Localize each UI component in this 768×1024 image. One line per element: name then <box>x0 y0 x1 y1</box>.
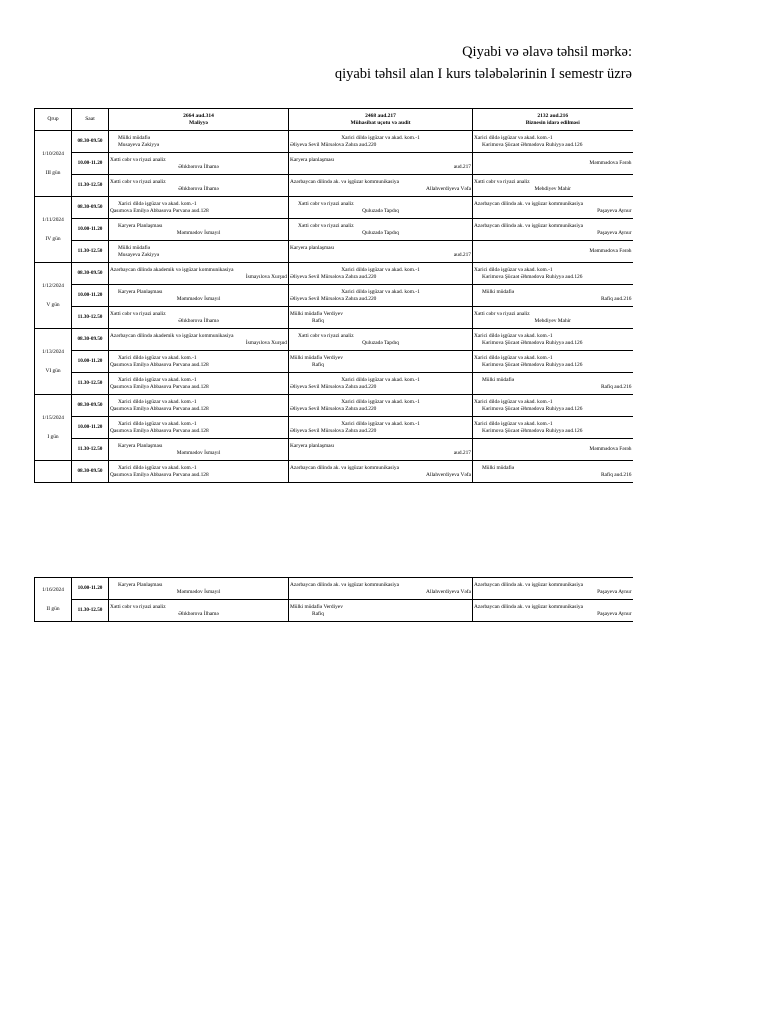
subject-text: Xarici dildə işgüzar və akad. kom.-1 <box>474 266 553 273</box>
teacher-text: Əliyeva Sevil Mürsəlova Zəhra aud.220 <box>290 427 377 434</box>
teacher-text: Musayeva Zəkiyyə <box>118 141 160 148</box>
subject-text: Azərbaycan dilində akademik və işgüzar kommunikasiya <box>110 266 234 273</box>
weekday-text: IV gün <box>45 235 61 242</box>
subject-text: Xətti cəbr və riyazi analiz <box>298 200 354 207</box>
lesson-cell <box>473 461 633 483</box>
lesson-row <box>35 395 633 417</box>
subject-text: Mülki müdafiə <box>482 464 515 471</box>
subject-text: Azərbaycan dilində akademik və işgüzar kommunikasiya <box>110 332 234 339</box>
lesson-cell <box>289 175 473 197</box>
group-specialty: Mühasibat uçotu və audit <box>350 119 411 126</box>
teacher-text: Kərimova Şücaət Əhmədova Ruhiyyə aud.126 <box>482 273 583 280</box>
group-specialty: Biznesin idarə edilməsi <box>525 119 580 126</box>
teacher-text: İsmayılova Xurşud <box>245 273 287 280</box>
day-cell <box>35 197 72 263</box>
lesson-cell <box>473 197 633 219</box>
group-code: 2664 aud.314 <box>183 112 214 119</box>
day-cell <box>35 578 72 622</box>
subject-text: Xətti cəbr və riyazi analiz <box>474 310 530 317</box>
subject-text: Karyera Planlaşması <box>118 288 163 295</box>
subject-text: Xarici dildə işgüzar və akad. kom.-1 <box>118 464 197 471</box>
time-cell: 11.30-12.50 <box>72 600 109 622</box>
subject-text: Xətti cəbr və riyazi analiz <box>298 222 354 229</box>
lesson-row <box>35 219 633 241</box>
teacher-text: Kərimova Şücaət Əhmədova Ruhiyyə aud.126 <box>482 141 583 148</box>
day-cell <box>35 131 72 197</box>
lesson-cell <box>109 439 289 461</box>
header-row <box>35 109 633 131</box>
lesson-cell <box>289 285 473 307</box>
time-cell: 08.30-09.50 <box>72 461 109 483</box>
subject-text: Xarici dildə işgüzar və akad. kom.-1 <box>341 266 420 273</box>
subject-text: Xarici dildə işgüzar və akad. kom.-1 <box>118 398 197 405</box>
teacher-text: Allahverdiyeva Vəfa <box>426 185 471 192</box>
subject-text: Mülki müdafiə <box>482 288 515 295</box>
lesson-cell <box>473 373 633 395</box>
teacher-text: Məmmədov İsmayıl <box>176 295 221 302</box>
lesson-cell <box>473 285 633 307</box>
lesson-row <box>35 600 633 622</box>
teacher-text: Kərimova Şücaət Əhmədova Ruhiyyə aud.126 <box>482 339 583 346</box>
lesson-cell <box>109 307 289 329</box>
subject-text: Mülki müdafiə <box>118 244 151 251</box>
subject-text: Azərbaycan dilində ak. və işgüzar kommunikasiya <box>474 200 583 207</box>
lesson-row <box>35 175 633 197</box>
subject-text: Azərbaycan dilində ak. və işgüzar kommunikasiya <box>290 464 399 471</box>
teacher-text: Paşayeva Aynur <box>597 588 632 595</box>
document-subtitle: qiyabi təhsil alan I kurs tələbələrinin I semestr üzrə <box>334 66 632 82</box>
time-cell: 08.30-09.50 <box>72 395 109 417</box>
subject-text: Xətti cəbr və riyazi analiz <box>298 332 354 339</box>
subject-text: Xarici dildə işgüzar və akad. kom.-1 <box>341 398 420 405</box>
subject-text: Mülki müdafiə <box>482 376 515 383</box>
time-header: Saat <box>72 109 109 131</box>
teacher-text: aud.217 <box>453 251 471 258</box>
lesson-cell <box>289 373 473 395</box>
lesson-row <box>35 241 633 263</box>
teacher-text: Paşayeva Aynur <box>597 229 632 236</box>
time-cell: 08.30-09.50 <box>72 329 109 351</box>
weekday-text: VI gün <box>45 367 61 374</box>
time-cell: 08.30-09.50 <box>72 263 109 285</box>
subject-text: Məmmədova Fərəh <box>589 446 632 453</box>
lesson-cell <box>473 578 633 600</box>
lesson-cell <box>473 439 633 461</box>
teacher-text: Məmmədov İsmayıl <box>176 588 221 595</box>
lesson-cell <box>109 417 289 439</box>
date-text: 1/13/2024 <box>42 348 64 355</box>
teacher-text: Mehdiyev Mahir <box>534 317 571 324</box>
lesson-cell <box>109 263 289 285</box>
lesson-cell <box>473 131 633 153</box>
lesson-row <box>35 373 633 395</box>
lesson-row <box>35 307 633 329</box>
subject-text: Xarici dildə işgüzar və akad. kom.-1 <box>118 354 197 361</box>
lesson-cell <box>473 395 633 417</box>
lesson-cell <box>473 329 633 351</box>
teacher-text: Rafiq aud.216 <box>600 295 632 302</box>
teacher-text: Musayeva Zəkiyyə <box>118 251 160 258</box>
teacher-text: Qasımova Emilyə Abbasova Pərvanə aud.128 <box>110 207 209 214</box>
lesson-cell <box>109 578 289 600</box>
teacher-text: Əliyeva Sevil Mürsəlova Zəhra aud.220 <box>290 295 377 302</box>
teacher-text: Quluzadə Tapdıq <box>362 339 399 346</box>
lesson-cell <box>109 197 289 219</box>
day-cell <box>35 395 72 461</box>
date-text: 1/12/2024 <box>42 282 64 289</box>
lesson-row <box>35 417 633 439</box>
subject-text: Karyera Planlaşması <box>118 581 163 588</box>
lesson-cell <box>289 219 473 241</box>
lesson-cell <box>473 263 633 285</box>
lesson-cell <box>289 263 473 285</box>
subject-text: Xarici dildə işgüzar və akad. kom.-1 <box>474 332 553 339</box>
subject-text: Azərbaycan dilində ak. və işgüzar kommunikasiya <box>290 178 399 185</box>
teacher-text: aud.217 <box>453 163 471 170</box>
lesson-cell <box>473 175 633 197</box>
lesson-cell <box>109 219 289 241</box>
lesson-cell <box>289 417 473 439</box>
subject-text: Azərbaycan dilində ak. və işgüzar kommunikasiya <box>290 581 399 588</box>
teacher-text: Rafiq <box>312 317 324 324</box>
weekday-text: V gün <box>46 301 60 308</box>
lesson-cell <box>473 241 633 263</box>
lesson-row <box>35 197 633 219</box>
group-2664-header <box>109 109 289 131</box>
time-cell: 11.30-12.50 <box>72 373 109 395</box>
subject-text: Xətti cəbr və riyazi analiz <box>110 178 166 185</box>
lesson-cell <box>473 307 633 329</box>
subject-text: Xarici dildə işgüzar və akad. kom.-1 <box>341 134 420 141</box>
teacher-text: Rafiq aud.216 <box>600 471 632 478</box>
lesson-cell <box>289 153 473 175</box>
lesson-cell <box>289 197 473 219</box>
teacher-text: Quluzadə Tapdıq <box>362 207 399 214</box>
date-text: 1/15/2024 <box>42 414 64 421</box>
teacher-text: İsmayılova Xurşud <box>245 339 287 346</box>
teacher-text: Əlıkbərova İlhamə <box>178 163 219 170</box>
time-cell: 11.30-12.50 <box>72 439 109 461</box>
lesson-row <box>35 263 633 285</box>
subject-text: Karyera Planlaşması <box>118 222 163 229</box>
lesson-cell <box>109 241 289 263</box>
subject-text: Azərbaycan dilində ak. və işgüzar kommunikasiya <box>474 603 583 610</box>
teacher-text: Əlıkbərova İlhamə <box>178 185 219 192</box>
teacher-text: Kərimova Şücaət Əhmədova Ruhiyyə aud.126 <box>482 427 583 434</box>
teacher-text: Paşayeva Aynur <box>597 207 632 214</box>
lesson-row <box>35 439 633 461</box>
subject-text: Məmmədova Fərəh <box>589 248 632 255</box>
subject-text: Xarici dildə işgüzar və akad. kom.-1 <box>474 354 553 361</box>
subject-text: Xətti cəbr və riyazi analiz <box>110 310 166 317</box>
teacher-text: Əliyeva Sevil Mürsəlova Zəhra aud.220 <box>290 405 377 412</box>
weekday-text: II gün <box>46 605 60 612</box>
lesson-cell <box>289 395 473 417</box>
teacher-text: Kərimova Şücaət Əhmədova Ruhiyyə aud.126 <box>482 361 583 368</box>
subject-text: Xətti cəbr və riyazi analiz <box>110 603 166 610</box>
lesson-cell <box>109 351 289 373</box>
subject-text: Xarici dildə işgüzar və akad. kom.-1 <box>341 376 420 383</box>
teacher-text: aud.217 <box>453 449 471 456</box>
time-cell: 10.00-11.20 <box>72 351 109 373</box>
subject-text: Xarici dildə işgüzar və akad. kom.-1 <box>474 420 553 427</box>
teacher-text: Əliyeva Sevil Mürsəlova Zəhra aud.220 <box>290 383 377 390</box>
group-code: 2468 aud.217 <box>365 112 396 119</box>
subject-text: Mülki müdafiə <box>118 134 151 141</box>
teacher-text: Qasımova Emilyə Abbasova Pərvanə aud.128 <box>110 427 209 434</box>
date-text: 1/10/2024 <box>42 150 64 157</box>
lesson-cell <box>109 395 289 417</box>
subject-text: Xətti cəbr və riyazi analiz <box>474 178 530 185</box>
lesson-cell <box>289 351 473 373</box>
subject-text: Xarici dildə işgüzar və akad. kom.-1 <box>118 200 197 207</box>
lesson-cell <box>109 329 289 351</box>
subject-text: Karyera planlaşması <box>290 244 335 251</box>
document-title: Qiyabi və əlavə təhsil mərkə: <box>462 44 632 60</box>
schedule-table-continued <box>34 577 633 622</box>
time-cell: 10.00-11.20 <box>72 417 109 439</box>
day-cell <box>35 461 72 483</box>
subject-text: Xarici dildə işgüzar və akad. kom.-1 <box>341 288 420 295</box>
teacher-text: Qasımova Emilyə Abbasova Pərvanə aud.128 <box>110 383 209 390</box>
lesson-cell <box>289 600 473 622</box>
lesson-cell <box>109 373 289 395</box>
lesson-row <box>35 351 633 373</box>
lesson-cell <box>109 131 289 153</box>
lesson-row <box>35 578 633 600</box>
teacher-text: Məmmədov İsmayıl <box>176 229 221 236</box>
time-cell: 11.30-12.50 <box>72 307 109 329</box>
time-cell: 11.30-12.50 <box>72 241 109 263</box>
lesson-cell <box>289 461 473 483</box>
subject-text: Azərbaycan dilində ak. və işgüzar kommunikasiya <box>474 581 583 588</box>
time-cell: 10.00-11.20 <box>72 219 109 241</box>
weekday-text: I gün <box>47 433 59 440</box>
teacher-text: Quluzadə Tapdıq <box>362 229 399 236</box>
group-2132-header <box>473 109 633 131</box>
teacher-text: Qasımova Emilyə Abbasova Pərvanə aud.128 <box>110 361 209 368</box>
subject-text: Azərbaycan dilində ak. və işgüzar kommunikasiya <box>474 222 583 229</box>
date-text: 1/11/2024 <box>42 216 64 223</box>
lesson-cell <box>289 131 473 153</box>
lesson-cell <box>473 351 633 373</box>
subject-text: Mülki müdafiə Verdiyev <box>290 354 343 361</box>
subject-text: Xarici dildə işgüzar və akad. kom.-1 <box>474 398 553 405</box>
teacher-text: Qasımova Emilyə Abbasova Pərvanə aud.128 <box>110 405 209 412</box>
teacher-text: Rafiq aud.216 <box>600 383 632 390</box>
lesson-cell <box>289 329 473 351</box>
lesson-row <box>35 285 633 307</box>
lesson-cell <box>473 219 633 241</box>
teacher-text: Rafiq <box>312 361 324 368</box>
lesson-row <box>35 153 633 175</box>
lesson-cell <box>109 153 289 175</box>
lesson-cell <box>473 600 633 622</box>
subject-text: Xarici dildə işgüzar və akad. kom.-1 <box>474 134 553 141</box>
teacher-text: Qasımova Emilyə Abbasova Pərvanə aud.128 <box>110 471 209 478</box>
lesson-cell <box>109 175 289 197</box>
subject-text: Karyera Planlaşması <box>118 442 163 449</box>
subject-text: Xarici dildə işgüzar və akad. kom.-1 <box>118 376 197 383</box>
time-cell: 11.30-12.50 <box>72 175 109 197</box>
teacher-text: Əliyeva Sevil Mürsəlova Zəhra aud.220 <box>290 273 377 280</box>
group-2468-header <box>289 109 473 131</box>
day-cell <box>35 263 72 329</box>
teacher-text: Kərimova Şücaət Əhmədova Ruhiyyə aud.126 <box>482 405 583 412</box>
time-cell: 10.00-11.20 <box>72 285 109 307</box>
subject-text: Məmmədova Fərəh <box>589 160 632 167</box>
lesson-row <box>35 329 633 351</box>
lesson-cell <box>109 285 289 307</box>
teacher-text: Əlıkbərova İlhamə <box>178 610 219 617</box>
lesson-row <box>35 131 633 153</box>
time-cell: 08.30-09.50 <box>72 197 109 219</box>
group-specialty: Maliyyə <box>189 119 208 126</box>
lesson-cell <box>109 461 289 483</box>
lesson-cell <box>289 439 473 461</box>
time-cell: 10.00-11.20 <box>72 153 109 175</box>
teacher-text: Mehdiyev Mahir <box>534 185 571 192</box>
date-text: 1/16/2024 <box>42 586 64 593</box>
teacher-text: Əlıkbərova İlhamə <box>178 317 219 324</box>
lesson-row <box>35 461 633 483</box>
lesson-cell <box>473 153 633 175</box>
subject-text: Xarici dildə işgüzar və akad. kom.-1 <box>118 420 197 427</box>
teacher-text: Əliyeva Sevil Mürsəlova Zəhra aud.220 <box>290 141 377 148</box>
group-header: Qrup <box>35 109 72 131</box>
teacher-text: Allahverdiyeva Vəfa <box>426 588 471 595</box>
subject-text: Karyera planlaşması <box>290 156 335 163</box>
day-cell <box>35 329 72 395</box>
subject-text: Xarici dildə işgüzar və akad. kom.-1 <box>341 420 420 427</box>
lesson-cell <box>289 241 473 263</box>
subject-text: Mülki müdafiə Verdiyev <box>290 310 343 317</box>
teacher-text: Məmmədov İsmayıl <box>176 449 221 456</box>
teacher-text: Allahverdiyeva Vəfa <box>426 471 471 478</box>
subject-text: Mülki müdafiə Verdiyev <box>290 603 343 610</box>
lesson-cell <box>109 600 289 622</box>
lesson-cell <box>289 578 473 600</box>
group-code: 2132 aud.216 <box>537 112 569 119</box>
time-cell: 10.00-11.20 <box>72 578 109 600</box>
teacher-text: Paşayeva Aynur <box>597 610 632 617</box>
time-cell: 08.30-09.50 <box>72 131 109 153</box>
weekday-text: III gün <box>45 169 61 176</box>
teacher-text: Rafiq <box>312 610 324 617</box>
lesson-cell <box>289 307 473 329</box>
lesson-cell <box>473 417 633 439</box>
subject-text: Xətti cəbr və riyazi analiz <box>110 156 166 163</box>
schedule-table <box>34 108 633 483</box>
subject-text: Karyera planlaşması <box>290 442 335 449</box>
